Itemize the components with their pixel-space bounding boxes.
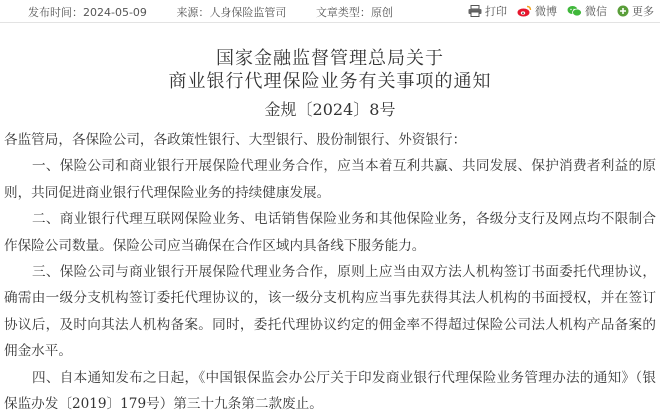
print-button[interactable]: 打印	[468, 3, 507, 19]
article-source: 来源：人身保险监管司	[176, 6, 287, 19]
article-type: 文章类型：原创	[315, 6, 393, 19]
wechat-icon	[567, 5, 582, 17]
paragraph-2: 二、商业银行代理互联网保险业务、电话销售保险业务和其他保险业务，各级分支行及网点均不限制合作保险公司数量。保险公司应当确保在合作区域内具备线下服务能力。	[4, 211, 656, 254]
paragraph-3: 三、保险公司与商业银行开展保险代理业务合作，原则上应当由双方法人机构签订书面委托代理协议，确需由一级分支机构签订委托代理协议的，该一级分支机构应当事先获得其法人机构的书面授权，并在签订协议后，及时向其法人机构备案。同时，委托代理协议约定的佣金率不得超过保险公司法人机构产品备案的佣金水平。	[4, 264, 656, 360]
more-icon	[617, 5, 629, 17]
article-meta	[28, 4, 419, 20]
printer-icon	[468, 5, 482, 17]
more-share-button[interactable]: 更多	[617, 3, 654, 19]
weibo-share-button[interactable]: 微博	[517, 3, 557, 19]
document-number: 金规〔2024〕8号	[264, 100, 396, 119]
paragraph-4: 四、自本通知发布之日起，《中国银保监会办公厅关于印发商业银行代理保险业务管理办法的通知》（银保监办发〔2019〕179号）第三十九条第二款废止。	[4, 369, 656, 413]
title-line-2: 商业银行代理保险业务有关事项的通知	[168, 71, 492, 92]
publish-date: 发布时间：2024-05-09	[28, 6, 147, 19]
salutation: 各监管局，各保险公司，各政策性银行、大型银行、股份制银行、外资银行：	[4, 132, 467, 148]
article-meta-bar	[0, 0, 660, 23]
paragraph-1: 一、保险公司和商业银行开展保险代理业务合作，应当本着互利共赢、共同发展、保护消费者利益的原则，共同促进商业银行代理保险业务的持续健康发展。	[4, 158, 656, 201]
wechat-share-button[interactable]: 微信	[567, 3, 607, 19]
notice-body	[4, 127, 656, 417]
weibo-icon	[517, 5, 532, 17]
share-actions	[468, 3, 654, 19]
title-line-1: 国家金融监督管理总局关于	[216, 48, 444, 69]
